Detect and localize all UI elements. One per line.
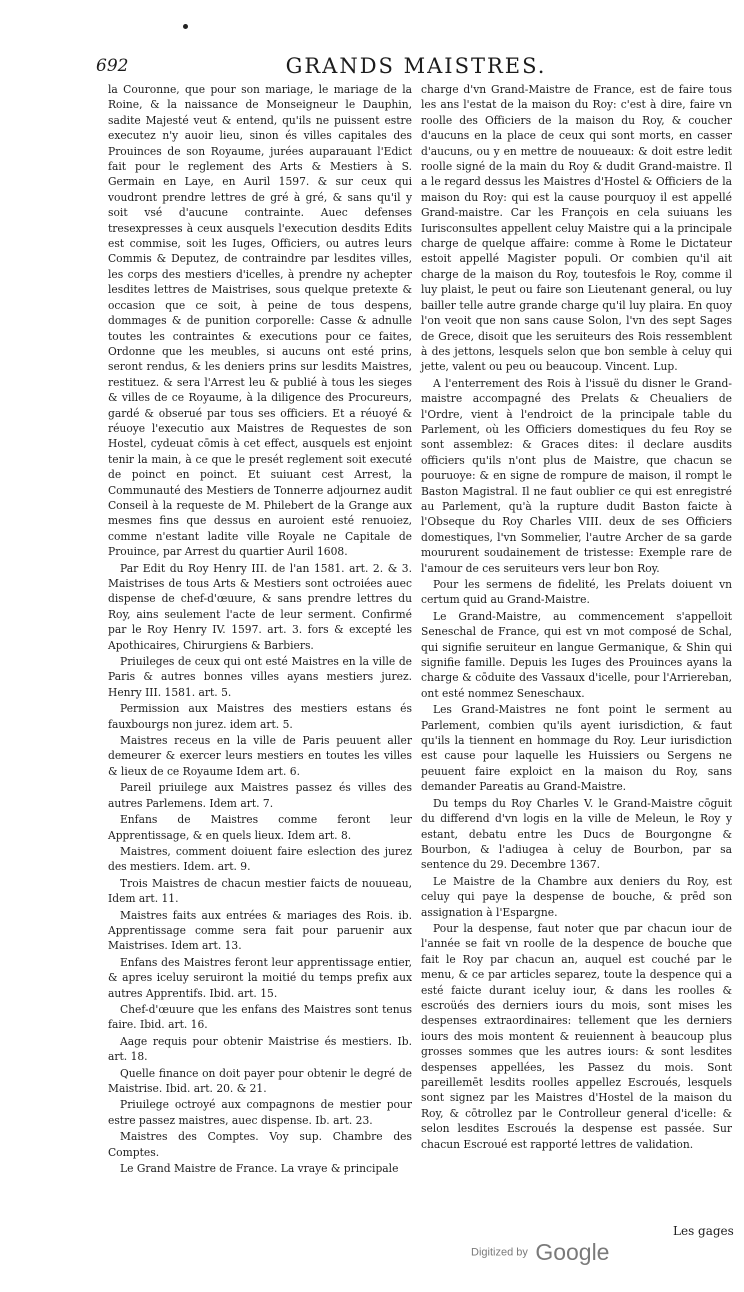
ink-speck (183, 24, 188, 29)
left-column (108, 82, 412, 1177)
page-number: 692 (96, 56, 129, 76)
paragraph: Par Edit du Roy Henry III. de l'an 1581. art. 2. & 3. Maistrises de tous Arts & Mestiers sont octroiées auec dispense de chef-d'œuure, & sans prendre lettres du Roy, ains seulement l'acte de leur serment. Confirmé par le Roy Henry IV. 1597. art. 3. fors & excepté les Apothicaires, Chirurgiens & Barbiers. (108, 561, 412, 652)
paragraph: A l'enterrement des Rois à l'issuë du disner le Grand-maistre accompagné des Prelats & Cheualiers de l'Ordre, vient à l'endroict de la principale table du Parlement, où les Officiers domestiques du feu Roy se sont assemblez: & Graces dites: il declare ausdits officiers qu'ils n'ont plus de Maistre, que chacun se pouruoye: & en signe de rompure de maison, il rompt le Baston Magistral. Il ne faut oublier ce qui est enregistré au Parlement, qu'à la rupture dudit Baston faicte à l'Obseque du Roy Charles VIII. deux de ses Officiers domestiques, l'vn Sommelier, l'autre Archer de sa garde moururent soudainement de tristesse: Exemple rare de l'amour de ces seruiteurs vers leur bon Roy. (421, 376, 732, 575)
paragraph: Chef-d'œuure que les enfans des Maistres sont tenus faire. Ibid. art. 16. (108, 1002, 412, 1032)
paragraph: charge d'vn Grand-Maistre de France, est de faire tous les ans l'estat de la maison du Roy: c'est à dire, faire vn roolle des Officiers de la maison du Roy, & coucher d'aucuns en la place de ceux qui sont morts, en casser d'aucuns, ou y en mettre de nouueaux: & doit estre ledit roolle signé de la main du Roy & dudit Grand-maistre. Il a le regard dessus les Maistres d'Hostel & Officiers de la maison du Roy: qui est la cause pourquoy il est appellé Grand-maistre. Car les François en cela suiuans les Iurisconsultes appellent celuy Maistre qui a la principale charge de quelque affaire: comme à Rome le Dictateur estoit appellé Magister populi. Or combien qu'il ait charge de la maison du Roy, toutesfois le Roy, comme il luy plaist, le peut ou faire son Lieutenant general, ou luy bailler telle autre grande charge qu'il luy plaira. En quoy l'on veoit que non sans cause Solon, l'vn des sept Sages de Grece, disoit que les seruiteurs des Rois ressemblent à des jettons, lesquels selon que bon semble à celuy qui jette, valent ou peu ou beaucoup. Vincent. Lup. (421, 83, 732, 374)
paragraph: Priuilege octroyé aux compagnons de mestier pour estre passez maistres, auec dispense. Ib. art. 23. (108, 1098, 412, 1127)
paragraph: Maistres faits aux entrées & mariages des Rois. ib. Apprentissage comme sera fait pour paruenir aux Maistrises. Idem art. 13. (108, 908, 412, 953)
paragraph: Pareil priuilege aux Maistres passez és villes des autres Parlemens. Idem art. 7. (108, 781, 412, 810)
paragraph: Pour les sermens de fidelité, les Prelats doiuent vn certum quid au Grand-Maistre. (421, 578, 732, 607)
paragraph: Les Grand-Maistres ne font point le serment au Parlement, combien qu'ils ayent iurisdiction, & faut qu'ils la tiennent en hommage du Roy. Leur iurisdiction est cause pour laquelle les Huissiers ou Sergens ne peuuent faire exploict en la maison du Roy, sans demander Pareatis au Grand-Maistre. (421, 703, 732, 794)
paragraph: la Couronne, que pour son mariage, le mariage de la Roine, & la naissance de Monseigneur le Dauphin, sadite Majesté veut & entend, qu'ils ne puissent estre executez n'y auoir lieu, sinon és villes capitales des Prouinces de son Royaume, jurées auparauant l'Edict fait pour le reglement des Arts & Mestiers à S. Germain en Laye, en Auril 1597. & sur ceux qui voudront prendre lettres de gré à gré, & sans qu'il y soit vsé d'aucune contrainte. Auec defenses tresexpresses à ceux ausquels l'execution desdits Edits est commise, soit les Iuges, Officiers, ou autres leurs Commis & Deputez, de contraindre par lesdites villes, les corps des mestiers d'icelles, à prendre ny achepter lesdites lettres de Maistrises, sous quelque pretexte & occasion que ce soit, à peine de tous despens, dommages & de punition corporelle: Casse & adnulle toutes les contraintes & executions pour ce faites, Ordonne que les meubles, si aucuns ont esté prins, seront rendus, & les deniers prins sur lesdits Maistres, restituez. & sera l'Arrest leu & publié à tous les sieges & villes de ce Royaume, à la diligence des Procureurs, gardé & obserué par tous ses officiers. Et a réuoyé & réuoye l'executio aux Maistres de Requestes de son Hostel, cydeuat cōmis à cet effect, ausquels est enjoint tenir la main, à ce que le presét reglement soit executé de poinct en poinct. Et suiuant cest Arrest, la Communauté des Mestiers de Tonnerre adjournez audit Conseil à la requeste de M. Philebert de la Grange aux mesmes fins que dessus en auroient esté renuoiez, comme n'estant ladite ville Royale ne Capitale de Prouince, par Arrest du quartier Auril 1608. (108, 83, 412, 559)
paragraph: Quelle finance on doit payer pour obtenir le degré de Maistrise. Ibid. art. 20. & 21. (108, 1066, 412, 1095)
paragraph: Maistres receus en la ville de Paris peuuent aller demeurer & exercer leurs mestiers en toutes les villes & lieux de ce Royaume Idem art. 6. (108, 734, 412, 778)
paragraph: Pour la despense, faut noter que par chacun iour de l'année se fait vn roolle de la despence de bouche que fait le Roy par chacun an, auquel est couché par le menu, & ce par articles separez, toute la despence qui a esté faicte durant iceluy iour, & dans les roolles & escroüés des derniers iours du mois, sont mises les despenses extraordinaires: tellement que les derniers iours des mois montent & reuiennent à beaucoup plus grosses sommes que les autres iours: & sont lesdites despenses appellées, les Passez du mois. Sont pareillemēt lesdits roolles appellez Escroués, lesquels sont signez par les Maistres d'Hostel de la maison du Roy, & cōtrollez par le Controlleur general d'icelle: & selon lesdites Escroués la despense est passée. Sur chacun Escroué est rapporté lettres de validation. (421, 921, 732, 1151)
running-header (96, 54, 736, 80)
right-column (421, 82, 732, 1153)
paragraph: Le Grand Maistre de France. La vraye & principale (120, 1162, 399, 1176)
paragraph: Enfans de Maistres comme feront leur Apprentissage, & en quels lieux. Idem art. 8. (108, 813, 412, 842)
paragraph: Maistres, comment doiuent faire eslection des jurez des mestiers. Idem. art. 9. (108, 844, 412, 874)
paragraph: Le Grand-Maistre, au commencement s'appelloit Seneschal de France, qui est vn mot composé de Schal, qui signifie seruiteur en langue Germanique, & Shin qui signifie famille. Depuis les Iuges des Prouinces ayans la charge & cōduite des Vassaux d'icelle, pour l'Arriereban, ont esté nommez Seneschaux. (421, 609, 732, 700)
digitization-watermark (471, 1239, 609, 1266)
google-logo: Google (535, 1239, 610, 1265)
paragraph: Maistres des Comptes. Voy sup. Chambre des Comptes. (108, 1130, 412, 1159)
paragraph: Le Maistre de la Chambre aux deniers du Roy, est celuy qui paye la despense de bouche, & prēd son assignation à l'Espargne. (421, 874, 732, 919)
paragraph: Permission aux Maistres des mestiers estans és fauxbourgs non jurez. idem art. 5. (108, 702, 412, 731)
paragraph: Du temps du Roy Charles V. le Grand-Maistre cōguit du differend d'vn logis en la ville de Meleun, le Roy y estant, debatu entre les Ducs de Bourgongne & Bourbon, & l'adiugea à celuy de Bourbon, par sa sentence du 29. Decembre 1367. (421, 796, 732, 872)
page-title: GRANDS MAISTRES. (285, 54, 547, 78)
catchword: Les gages (673, 1224, 734, 1238)
paragraph: Priuileges de ceux qui ont esté Maistres en la ville de Paris & autres bonnes villes ayans mestiers jurez. Henry III. 1581. art. 5. (108, 655, 412, 699)
paragraph: Aage requis pour obtenir Maistrise és mestiers. Ib. art. 18. (108, 1034, 412, 1064)
paragraph: Trois Maistres de chacun mestier faicts de nouueau, Idem art. 11. (108, 876, 412, 906)
paragraph: Enfans des Maistres feront leur apprentissage entier, & apres iceluy seruiront la moitié du temps prefix aux autres Apprentifs. Ibid. art. 15. (108, 955, 412, 1000)
watermark-prefix: Digitized by (471, 1246, 528, 1259)
